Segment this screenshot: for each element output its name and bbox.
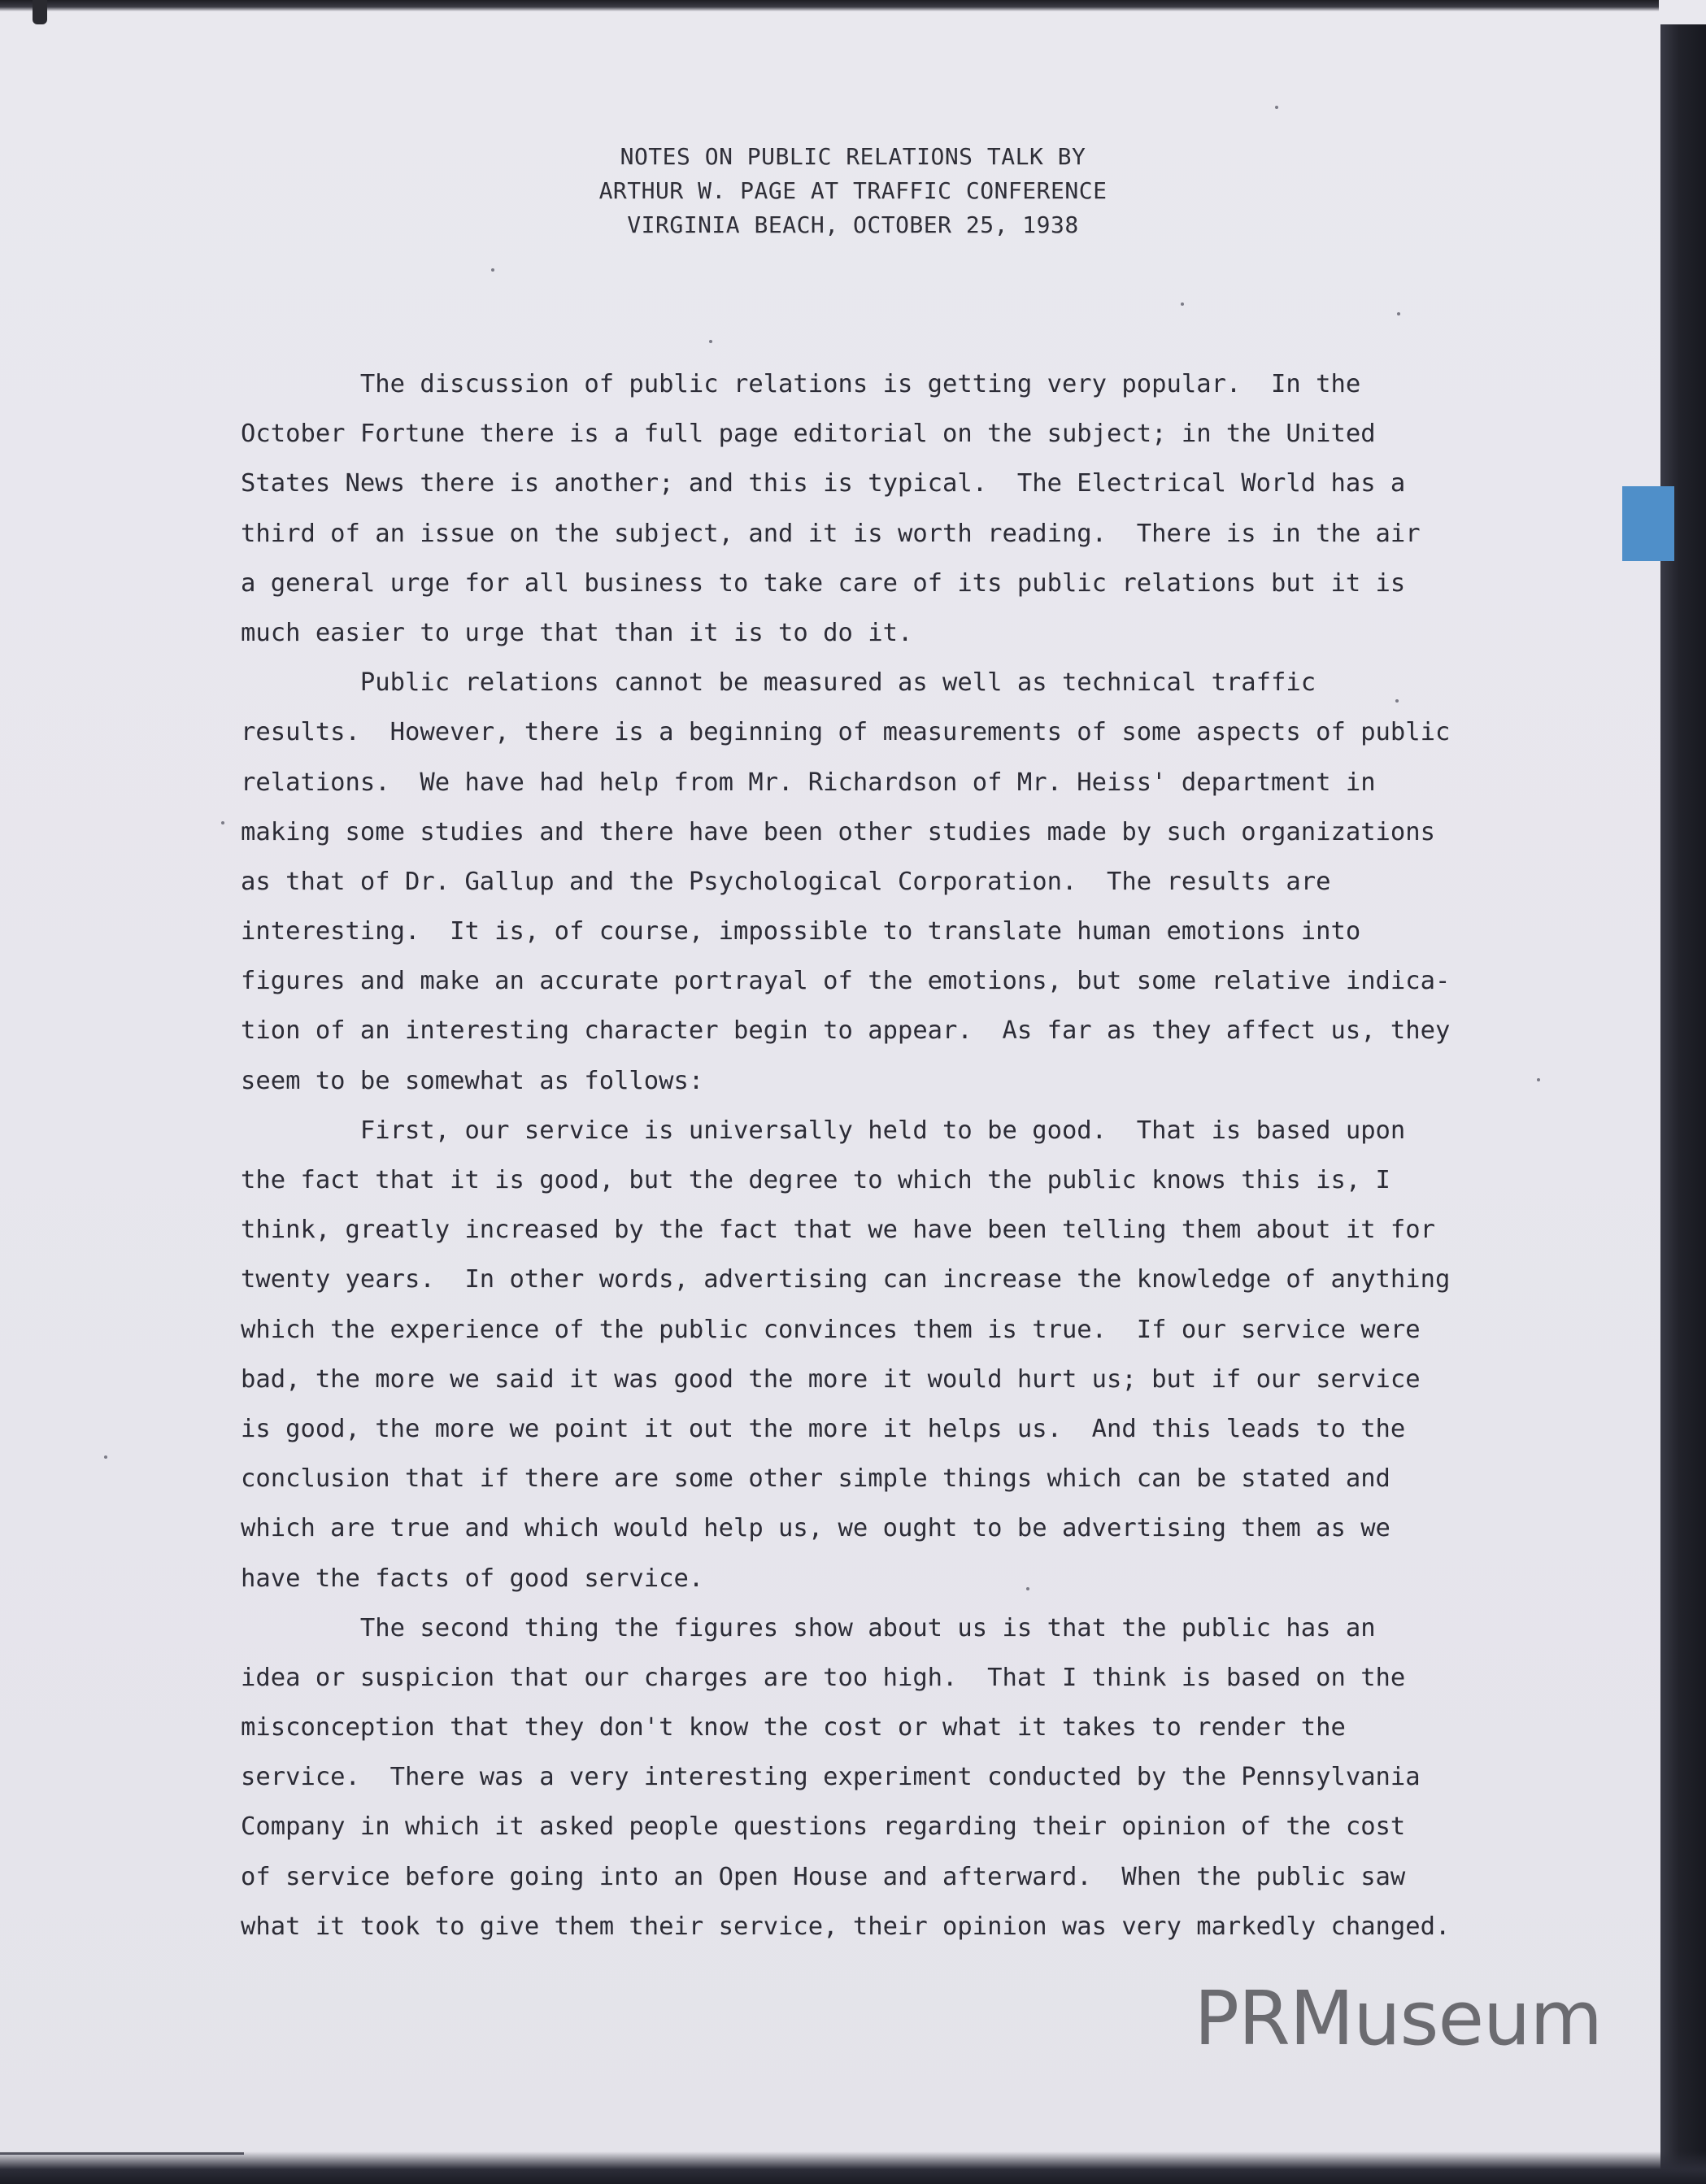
scan-speck (1275, 106, 1278, 109)
body-line: the fact that it is good, but the degree to which the public knows this is, I (241, 1166, 1390, 1194)
body-line: think, greatly increased by the fact that we have been telling them about it for (241, 1216, 1436, 1245)
body-line: conclusion that if there are some other simple things which can be stated and (241, 1464, 1390, 1494)
body-line: bad, the more we said it was good the more it would hurt us; but if our service (241, 1364, 1421, 1394)
body-line: twenty years. In other words, advertising can increase the knowledge of anything (241, 1265, 1451, 1294)
body-line: Public relations cannot be measured as well as technical traffic (241, 668, 1316, 698)
body-line: First, our service is universally held to be good. That is based upon (241, 1116, 1406, 1145)
title-line-3: VIRGINIA BEACH, OCTOBER 25, 1938 (627, 211, 1079, 238)
body-line: a general urge for all business to take care of its public relations but it is (241, 568, 1406, 598)
body-line: much easier to urge that than it is to do it. (241, 618, 913, 647)
body-line: as that of Dr. Gallup and the Psychological Corporation. The results are (241, 867, 1331, 896)
body-line: misconception that they don't know the cost or what it takes to render the (241, 1713, 1346, 1742)
document-title-block (0, 140, 1706, 242)
body-line: of service before going into an Open House and afterward. When the public saw (241, 1862, 1406, 1891)
body-line: seem to be somewhat as follows: (241, 1066, 704, 1095)
body-line: service. There was a very interesting experiment conducted by the Pennsylvania (241, 1763, 1421, 1792)
scan-speck (709, 340, 712, 343)
page-bottom-edge-shadow (0, 2151, 1706, 2184)
title-line-2: ARTHUR W. PAGE AT TRAFFIC CONFERENCE (598, 177, 1108, 204)
scan-speck (1181, 302, 1184, 306)
body-line: relations. We have had help from Mr. Richardson of Mr. Heiss' department in (241, 768, 1376, 797)
scan-speck (491, 268, 494, 272)
body-line: which the experience of the public convinces them is true. If our service were (241, 1315, 1421, 1344)
scan-speck (221, 821, 224, 824)
body-line: figures and make an accurate portrayal of the emotions, but some relative indica- (241, 967, 1451, 996)
corner-mark (33, 0, 47, 24)
body-line: The discussion of public relations is getting very popular. In the (241, 370, 1361, 398)
scan-speck (104, 1455, 107, 1459)
body-line: tion of an interesting character begin to appear. As far as they affect us, they (241, 1016, 1451, 1046)
body-line: The second thing the figures show about us is that the public has an (241, 1613, 1376, 1642)
body-line: third of an issue on the subject, and it is worth reading. There is in the air (241, 519, 1421, 548)
blue-bookmark-tab (1622, 486, 1674, 561)
page-top-edge-shadow (0, 0, 1659, 11)
body-line: which are true and which would help us, we ought to be advertising them as we (241, 1514, 1390, 1543)
document-body (241, 359, 1591, 1951)
body-line: States News there is another; and this is typical. The Electrical World has a (241, 469, 1406, 498)
scan-speck (1397, 312, 1400, 315)
prmuseum-watermark: PRMuseum (1194, 1975, 1602, 2062)
body-line: is good, the more we point it out the more it helps us. And this leads to the (241, 1414, 1406, 1443)
body-line: October Fortune there is a full page editorial on the subject; in the United (241, 420, 1376, 449)
body-line: interesting. It is, of course, impossible to translate human emotions into (241, 917, 1361, 946)
body-line: have the facts of good service. (241, 1564, 704, 1593)
body-line: results. However, there is a beginning of measurements of some aspects of public (241, 718, 1451, 747)
body-line: what it took to give them their service, their opinion was very markedly changed. (241, 1912, 1451, 1941)
body-line: idea or suspicion that our charges are too high. That I think is based on the (241, 1663, 1406, 1692)
title-line-1: NOTES ON PUBLIC RELATIONS TALK BY (620, 143, 1086, 170)
body-line: making some studies and there have been other studies made by such organizations (241, 817, 1436, 846)
page-right-edge-shadow (1660, 24, 1706, 2184)
body-line: Company in which it asked people questions regarding their opinion of the cost (241, 1812, 1406, 1842)
